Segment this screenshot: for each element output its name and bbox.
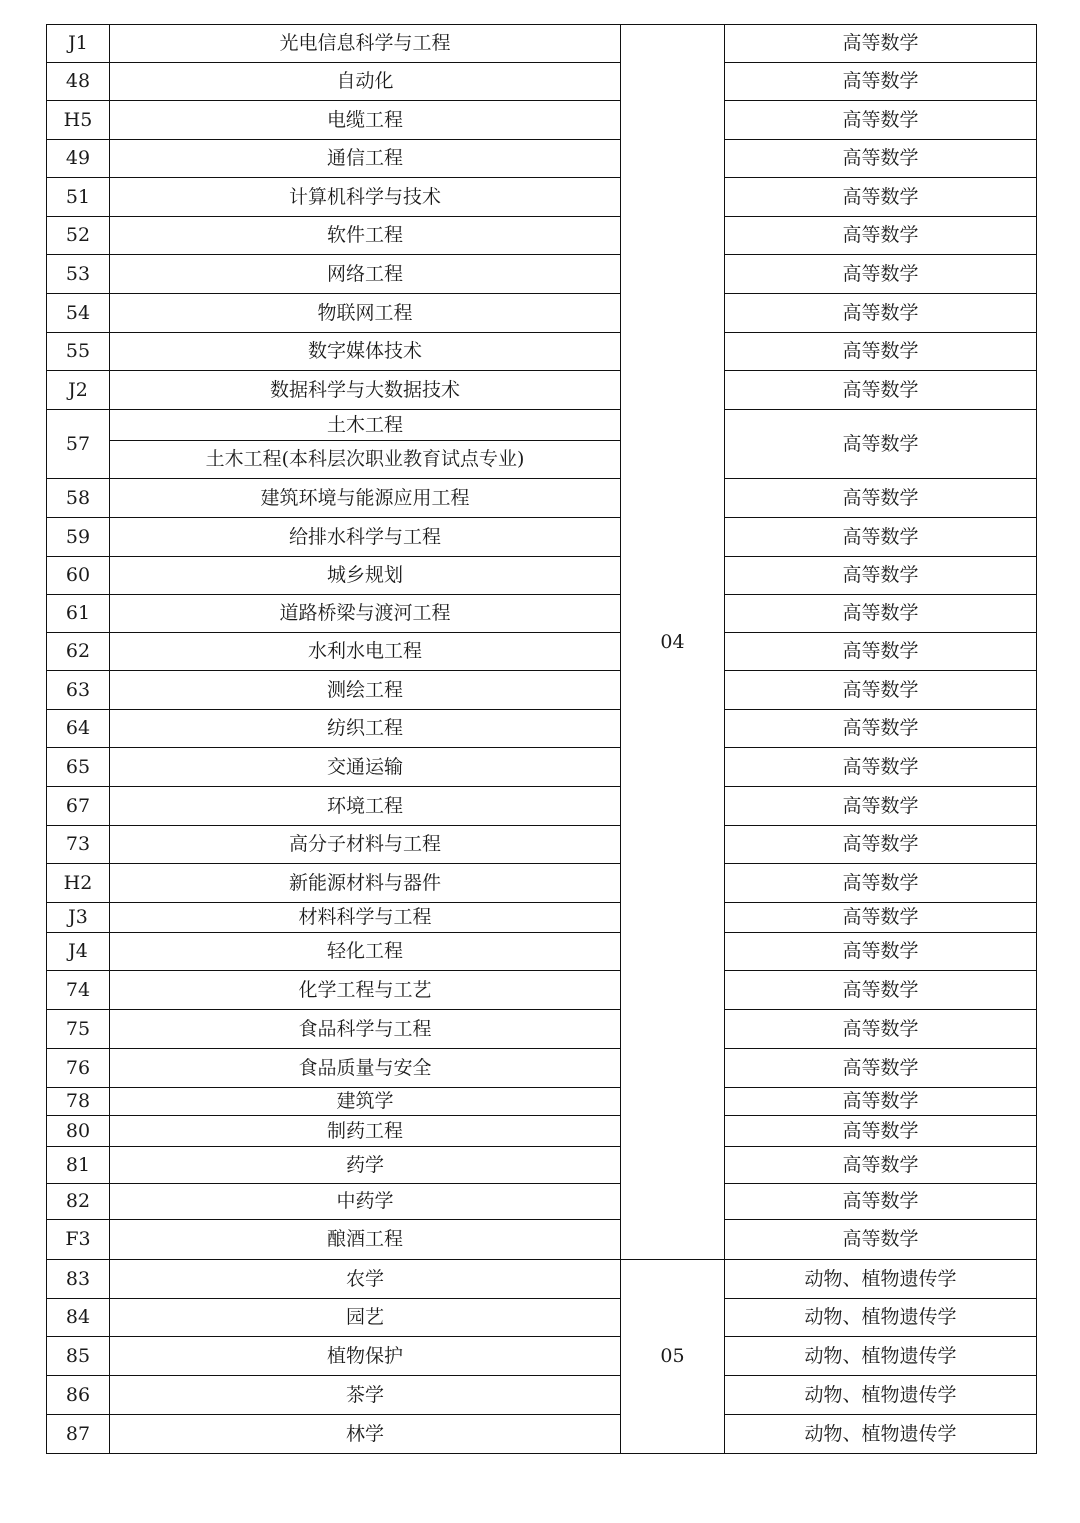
major-name-cell: 城乡规划 — [110, 557, 621, 595]
exam-subject-cell: 高等数学 — [725, 971, 1037, 1010]
major-name-cell: 给排水科学与工程 — [110, 518, 621, 557]
exam-subject-cell: 高等数学 — [725, 710, 1037, 748]
major-name-cell: 建筑学 — [110, 1088, 621, 1116]
table-row — [47, 178, 1037, 217]
category-code-cell: 04 — [621, 25, 725, 1260]
major-code-cell: 57 — [47, 410, 110, 479]
table-row — [47, 1260, 1037, 1299]
major-code-cell: J1 — [47, 25, 110, 63]
major-name-cell: 高分子材料与工程 — [110, 826, 621, 864]
table-row — [47, 518, 1037, 557]
major-code-cell: 81 — [47, 1147, 110, 1184]
table-row — [47, 1147, 1037, 1184]
major-name-cell: 计算机科学与技术 — [110, 178, 621, 217]
table-row — [47, 1220, 1037, 1260]
table-row — [47, 333, 1037, 371]
major-name-cell: 软件工程 — [110, 217, 621, 255]
exam-subject-cell: 高等数学 — [725, 1220, 1037, 1260]
exam-subject-cell: 高等数学 — [725, 633, 1037, 671]
major-name-cell: 数据科学与大数据技术 — [110, 371, 621, 410]
major-exam-table — [46, 24, 1037, 1454]
exam-subject-cell: 动物、植物遗传学 — [725, 1260, 1037, 1299]
exam-subject-cell: 高等数学 — [725, 1088, 1037, 1116]
table-row — [47, 1299, 1037, 1337]
major-name-cell: 道路桥梁与渡河工程 — [110, 595, 621, 633]
major-code-cell: 87 — [47, 1415, 110, 1454]
table-row — [47, 1376, 1037, 1415]
major-code-cell: 48 — [47, 63, 110, 101]
major-name-cell: 酿酒工程 — [110, 1220, 621, 1260]
major-name-cell: 食品科学与工程 — [110, 1010, 621, 1049]
major-code-cell: H2 — [47, 864, 110, 903]
table-row — [47, 1415, 1037, 1454]
major-code-cell: F3 — [47, 1220, 110, 1260]
table-row — [47, 1088, 1037, 1116]
table-row — [47, 371, 1037, 410]
table-row — [47, 1337, 1037, 1376]
table-row — [47, 140, 1037, 178]
exam-subject-cell: 高等数学 — [725, 479, 1037, 518]
major-code-cell: 76 — [47, 1049, 110, 1088]
exam-subject-cell: 高等数学 — [725, 595, 1037, 633]
major-code-cell: 58 — [47, 479, 110, 518]
table-row — [47, 787, 1037, 826]
major-name-cell: 林学 — [110, 1415, 621, 1454]
table-row — [47, 595, 1037, 633]
exam-subject-cell: 动物、植物遗传学 — [725, 1376, 1037, 1415]
major-code-cell: 62 — [47, 633, 110, 671]
major-name-cell: 通信工程 — [110, 140, 621, 178]
category-code-cell: 05 — [621, 1260, 725, 1454]
major-code-cell: 80 — [47, 1116, 110, 1147]
major-exam-table-sheet — [46, 24, 1036, 1454]
major-code-cell: 63 — [47, 671, 110, 710]
table-row — [47, 1184, 1037, 1220]
table-row — [47, 1049, 1037, 1088]
exam-subject-cell: 动物、植物遗传学 — [725, 1299, 1037, 1337]
table-row — [47, 633, 1037, 671]
exam-subject-cell: 高等数学 — [725, 371, 1037, 410]
table-row — [47, 671, 1037, 710]
major-code-cell: 53 — [47, 255, 110, 294]
exam-subject-cell: 高等数学 — [725, 903, 1037, 933]
exam-subject-cell: 高等数学 — [725, 25, 1037, 63]
major-name-cell: 茶学 — [110, 1376, 621, 1415]
table-row — [47, 826, 1037, 864]
major-code-cell: 60 — [47, 557, 110, 595]
major-name-cell: 食品质量与安全 — [110, 1049, 621, 1088]
major-name-cell: 自动化 — [110, 63, 621, 101]
exam-subject-cell: 高等数学 — [725, 101, 1037, 140]
major-name-cell: 园艺 — [110, 1299, 621, 1337]
major-name-cell: 制药工程 — [110, 1116, 621, 1147]
exam-subject-cell: 高等数学 — [725, 518, 1037, 557]
table-row — [47, 255, 1037, 294]
table-row — [47, 217, 1037, 255]
table-row — [47, 1010, 1037, 1049]
major-code-cell: 67 — [47, 787, 110, 826]
table-row — [47, 1116, 1037, 1147]
major-code-cell: 65 — [47, 748, 110, 787]
exam-subject-cell: 高等数学 — [725, 178, 1037, 217]
major-code-cell: 84 — [47, 1299, 110, 1337]
major-name-cell: 土木工程(本科层次职业教育试点专业) — [110, 441, 621, 479]
exam-subject-cell: 高等数学 — [725, 63, 1037, 101]
major-name-cell: 网络工程 — [110, 255, 621, 294]
major-code-cell: 73 — [47, 826, 110, 864]
exam-subject-cell: 高等数学 — [725, 333, 1037, 371]
major-code-cell: 52 — [47, 217, 110, 255]
exam-subject-cell: 高等数学 — [725, 787, 1037, 826]
major-name-cell: 化学工程与工艺 — [110, 971, 621, 1010]
table-row — [47, 864, 1037, 903]
major-code-cell: 61 — [47, 595, 110, 633]
major-name-cell: 纺织工程 — [110, 710, 621, 748]
major-name-cell: 材料科学与工程 — [110, 903, 621, 933]
major-name-cell: 植物保护 — [110, 1337, 621, 1376]
exam-subject-cell: 动物、植物遗传学 — [725, 1415, 1037, 1454]
major-name-cell: 光电信息科学与工程 — [110, 25, 621, 63]
exam-subject-cell: 高等数学 — [725, 1184, 1037, 1220]
major-code-cell: 75 — [47, 1010, 110, 1049]
exam-subject-cell: 高等数学 — [725, 748, 1037, 787]
table-row — [47, 748, 1037, 787]
major-name-cell: 新能源材料与器件 — [110, 864, 621, 903]
table-row — [47, 294, 1037, 333]
major-name-cell: 轻化工程 — [110, 933, 621, 971]
major-code-cell: 83 — [47, 1260, 110, 1299]
exam-subject-cell: 高等数学 — [725, 255, 1037, 294]
major-name-cell: 数字媒体技术 — [110, 333, 621, 371]
exam-subject-cell: 高等数学 — [725, 1010, 1037, 1049]
table-row — [47, 479, 1037, 518]
table-row — [47, 903, 1037, 933]
major-name-cell: 建筑环境与能源应用工程 — [110, 479, 621, 518]
exam-subject-cell: 高等数学 — [725, 1049, 1037, 1088]
exam-subject-cell: 高等数学 — [725, 410, 1037, 479]
major-code-cell: 85 — [47, 1337, 110, 1376]
exam-subject-cell: 高等数学 — [725, 826, 1037, 864]
exam-subject-cell: 高等数学 — [725, 217, 1037, 255]
exam-subject-cell: 高等数学 — [725, 1147, 1037, 1184]
major-name-cell: 电缆工程 — [110, 101, 621, 140]
table-row — [47, 933, 1037, 971]
major-code-cell: 64 — [47, 710, 110, 748]
exam-subject-cell: 高等数学 — [725, 864, 1037, 903]
major-code-cell: 54 — [47, 294, 110, 333]
major-code-cell: H5 — [47, 101, 110, 140]
major-code-cell: 55 — [47, 333, 110, 371]
major-name-cell: 农学 — [110, 1260, 621, 1299]
major-name-cell: 交通运输 — [110, 748, 621, 787]
major-code-cell: J3 — [47, 903, 110, 933]
major-name-cell: 测绘工程 — [110, 671, 621, 710]
major-name-cell: 土木工程 — [110, 410, 621, 441]
table-row — [47, 63, 1037, 101]
table-row — [47, 971, 1037, 1010]
exam-subject-cell: 高等数学 — [725, 294, 1037, 333]
table-row — [47, 410, 1037, 441]
major-code-cell: 51 — [47, 178, 110, 217]
major-name-cell: 中药学 — [110, 1184, 621, 1220]
table-row — [47, 710, 1037, 748]
table-row — [47, 101, 1037, 140]
exam-subject-cell: 高等数学 — [725, 1116, 1037, 1147]
major-name-cell: 药学 — [110, 1147, 621, 1184]
exam-subject-cell: 高等数学 — [725, 140, 1037, 178]
exam-subject-cell: 动物、植物遗传学 — [725, 1337, 1037, 1376]
table-body — [47, 25, 1037, 1454]
table-row — [47, 557, 1037, 595]
major-code-cell: 59 — [47, 518, 110, 557]
major-code-cell: 74 — [47, 971, 110, 1010]
major-code-cell: 49 — [47, 140, 110, 178]
major-name-cell: 物联网工程 — [110, 294, 621, 333]
table-row — [47, 25, 1037, 63]
exam-subject-cell: 高等数学 — [725, 671, 1037, 710]
major-code-cell: J4 — [47, 933, 110, 971]
exam-subject-cell: 高等数学 — [725, 557, 1037, 595]
major-code-cell: J2 — [47, 371, 110, 410]
major-code-cell: 78 — [47, 1088, 110, 1116]
major-name-cell: 环境工程 — [110, 787, 621, 826]
major-code-cell: 82 — [47, 1184, 110, 1220]
major-name-cell: 水利水电工程 — [110, 633, 621, 671]
major-code-cell: 86 — [47, 1376, 110, 1415]
exam-subject-cell: 高等数学 — [725, 933, 1037, 971]
